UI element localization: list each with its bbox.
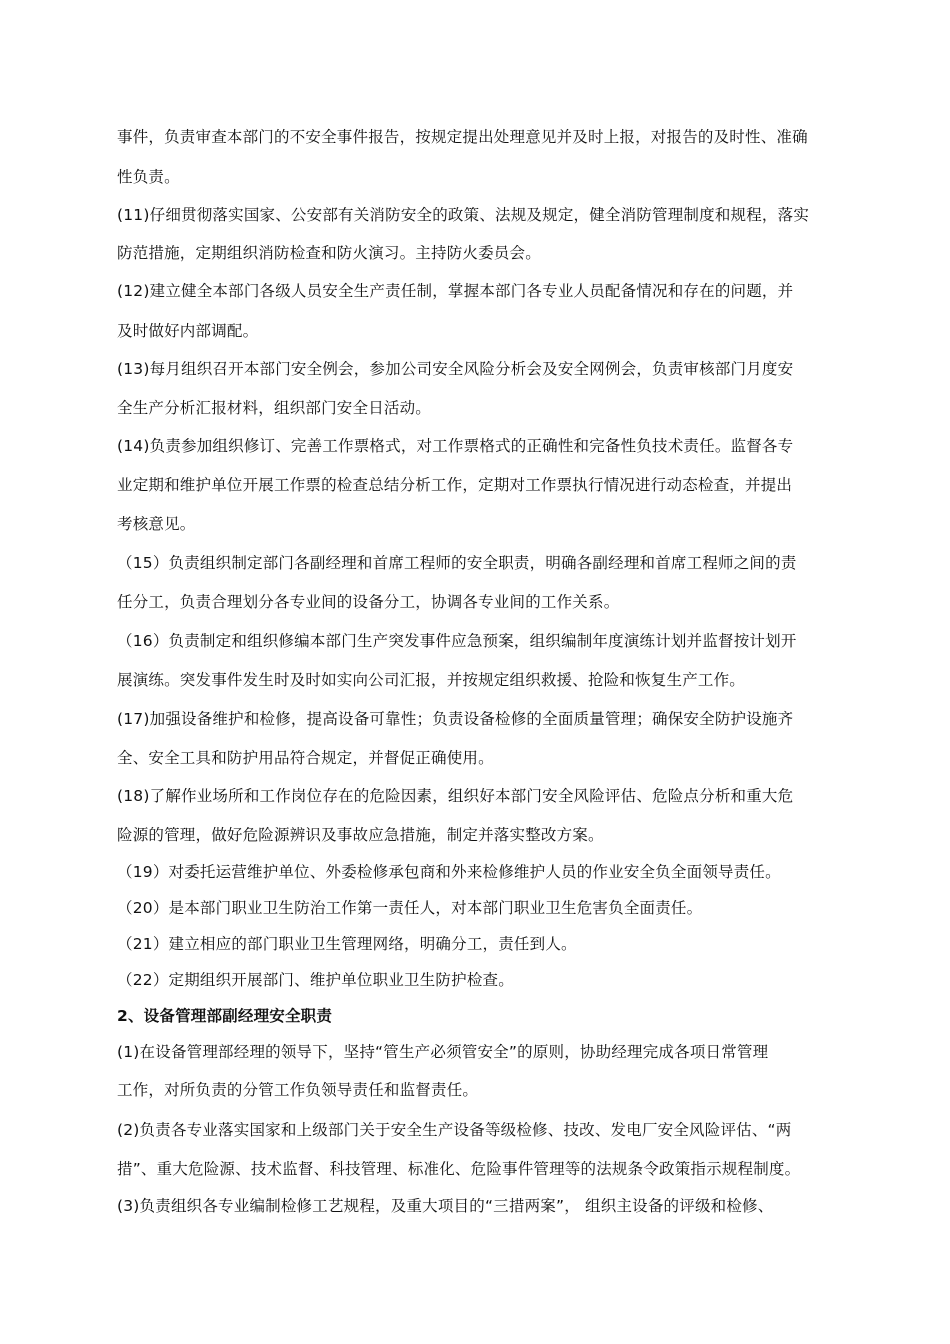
text-line: 及时做好内部调配。 [117, 322, 259, 340]
text-line: (18)了解作业场所和工作岗位存在的危险因素，组织好本部门安全风险评估、危险点分析和重大危 [117, 787, 794, 805]
text-line: 任分工，负责合理划分各专业间的设备分工，协调各专业间的工作关系。 [117, 593, 620, 611]
text-line: 考核意见。 [117, 515, 196, 533]
text-line: (17)加强设备维护和检修，提高设备可靠性；负责设备检修的全面质量管理；确保安全防护设施齐 [117, 710, 794, 728]
section-heading: 2、设备管理部副经理安全职责 [117, 1007, 333, 1025]
text-line: (12)建立健全本部门各级人员安全生产责任制，掌握本部门各专业人员配备情况和存在的问题，并 [117, 282, 794, 300]
text-line: 展演练。突发事件发生时及时如实向公司汇报，并按规定组织救援、抢险和恢复生产工作。 [117, 671, 746, 689]
text-line: (14)负责参加组织修订、完善工作票格式，对工作票格式的正确性和完备性负技术责任。监督各专 [117, 437, 794, 455]
text-line: （19）对委托运营维护单位、外委检修承包商和外来检修维护人员的作业安全负全面领导责任。 [117, 863, 781, 881]
text-line: 工作，对所负责的分管工作负领导责任和监督责任。 [117, 1081, 479, 1099]
text-line: 性负责。 [117, 168, 180, 186]
text-line: 全生产分析汇报材料，组织部门安全日活动。 [117, 399, 432, 417]
text-line: （16）负责制定和组织修编本部门生产突发事件应急预案，组织编制年度演练计划并监督按计划开 [117, 632, 797, 650]
text-line: 措”、重大危险源、技术监督、科技管理、标准化、危险事件管理等的法规条令政策指示规程制度。 [117, 1160, 801, 1178]
text-line: 事件，负责审查本部门的不安全事件报告，按规定提出处理意见并及时上报，对报告的及时性、准确 [117, 128, 808, 146]
text-line: （21）建立相应的部门职业卫生管理网络，明确分工，责任到人。 [117, 935, 577, 953]
text-line: 业定期和维护单位开展工作票的检查总结分析工作，定期对工作票执行情况进行动态检查，并提出 [117, 476, 793, 494]
text-line: （15）负责组织制定部门各副经理和首席工程师的安全职责，明确各副经理和首席工程师之间的责 [117, 554, 797, 572]
text-line: 险源的管理，做好危险源辨识及事故应急措施，制定并落实整改方案。 [117, 826, 604, 844]
text-line: 防范措施，定期组织消防检查和防火演习。主持防火委员会。 [117, 244, 541, 262]
text-line: （22）定期组织开展部门、维护单位职业卫生防护检查。 [117, 971, 514, 989]
text-line: (1)在设备管理部经理的领导下，坚持“管生产必须管安全”的原则，协助经理完成各项日常管理 [117, 1043, 769, 1061]
text-line: (11)仔细贯彻落实国家、公安部有关消防安全的政策、法规及规定，健全消防管理制度和规程，落实 [117, 206, 810, 224]
text-line: (2)负责各专业落实国家和上级部门关于安全生产设备等级检修、技改、发电厂安全风险评估、“两 [117, 1121, 792, 1139]
text-line: 全、安全工具和防护用品符合规定，并督促正确使用。 [117, 749, 494, 767]
text-line: (3)负责组织各专业编制检修工艺规程，及重大项目的“三措两案”， 组织主设备的评级和检修、 [117, 1197, 774, 1215]
text-line: （20）是本部门职业卫生防治工作第一责任人，对本部门职业卫生危害负全面责任。 [117, 899, 703, 917]
text-line: (13)每月组织召开本部门安全例会，参加公司安全风险分析会及安全网例会，负责审核部门月度安 [117, 360, 794, 378]
